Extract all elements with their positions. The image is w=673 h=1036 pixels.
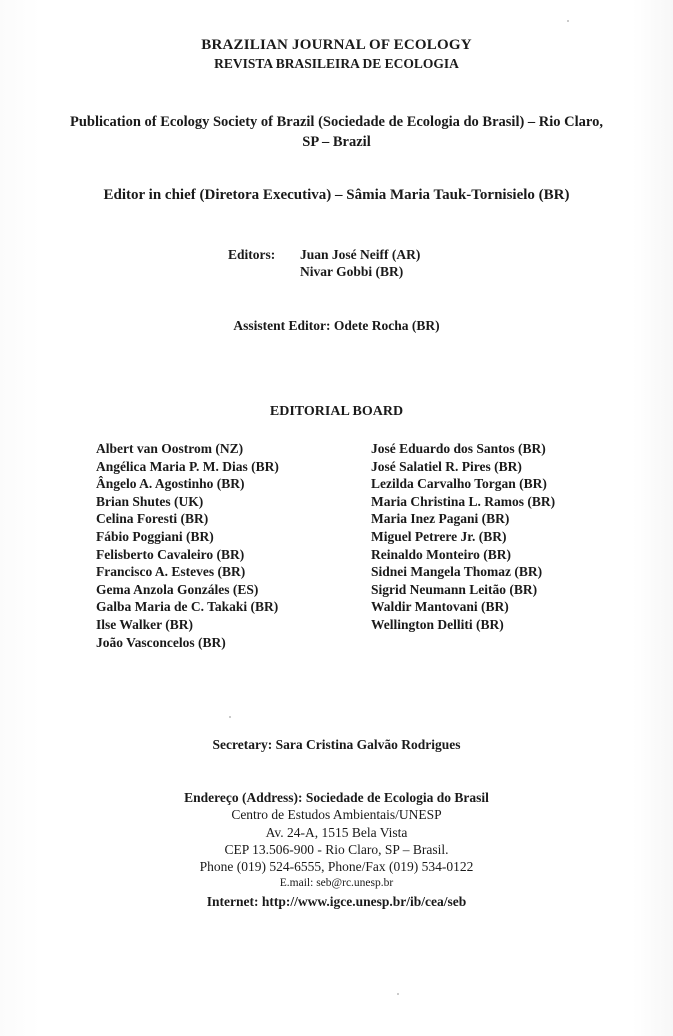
editor-name: Nivar Gobbi (BR) — [300, 264, 404, 279]
editor-in-chief: Editor in chief (Diretora Executiva) – Sâmia Maria Tauk-Tornisielo (BR) — [103, 187, 570, 203]
editors-label: Editors: — [228, 247, 276, 262]
board-member: Fábio Poggiani (BR) — [96, 528, 214, 544]
journal-subtitle: REVISTA BRASILEIRA DE ECOLOGIA — [214, 56, 459, 71]
scan-speck — [567, 20, 569, 22]
board-member: José Eduardo dos Santos (BR) — [371, 441, 546, 456]
editors-names — [300, 246, 560, 280]
board-member: Angélica Maria P. M. Dias (BR) — [96, 458, 279, 474]
address-city: CEP 13.506-900 - Rio Claro, SP – Brasil. — [224, 841, 449, 857]
address-phone: Phone (019) 524-6555, Phone/Fax (019) 534-0122 — [199, 859, 474, 875]
editorial-board-title: EDITORIAL BOARD — [269, 404, 404, 419]
journal-title: BRAZILIAN JOURNAL OF ECOLOGY — [201, 37, 472, 53]
board-member: Waldir Mantovani (BR) — [371, 599, 509, 615]
board-member: Sigrid Neumann Leitão (BR) — [371, 581, 538, 597]
board-member: Lezilda Carvalho Torgan (BR) — [371, 476, 547, 492]
board-member: Felisberto Cavaleiro (BR) — [96, 546, 245, 562]
board-member: Sidnei Mangela Thomaz (BR) — [371, 564, 543, 580]
editorial-board-right-column — [371, 440, 651, 634]
board-member: Brian Shutes (UK) — [96, 493, 204, 509]
board-member: Celina Foresti (BR) — [96, 511, 209, 527]
board-member: Francisco A. Esteves (BR) — [96, 564, 246, 580]
board-member: Albert van Oostrom (NZ) — [96, 441, 244, 456]
board-member: Miguel Petrere Jr. (BR) — [371, 528, 507, 544]
board-member: João Vasconcelos (BR) — [96, 634, 226, 650]
board-member: Gema Anzola Gonzáles (ES) — [96, 581, 259, 597]
board-member: Maria Inez Pagani (BR) — [371, 511, 510, 527]
address-heading: Endereço (Address): Sociedade de Ecologia do Brasil — [184, 790, 489, 805]
address-street: Av. 24-A, 1515 Bela Vista — [265, 824, 408, 840]
address-institution: Centro de Estudos Ambientais/UNESP — [231, 807, 442, 823]
board-member: Wellington Delliti (BR) — [371, 616, 504, 632]
scan-speck — [229, 716, 231, 718]
board-member: Galba Maria de C. Takaki (BR) — [96, 599, 279, 615]
board-member: Ilse Walker (BR) — [96, 616, 194, 632]
board-member: Reinaldo Monteiro (BR) — [371, 546, 511, 562]
editorial-board-left-column — [96, 440, 356, 651]
address-block — [0, 789, 673, 910]
secretary: Secretary: Sara Cristina Galvão Rodrigues — [212, 737, 461, 752]
board-member: Maria Christina L. Ramos (BR) — [371, 493, 556, 509]
publication-line-1: Publication of Ecology Society of Brazil (Sociedade de Ecologia do Brasil) – Rio Claro, — [70, 114, 603, 130]
address-website: Internet: http://www.igce.unesp.br/ib/cea/seb — [206, 893, 467, 909]
editor-name: Juan José Neiff (AR) — [300, 247, 421, 262]
assistant-editor: Assistent Editor: Odete Rocha (BR) — [233, 318, 440, 333]
publication-line-2: SP – Brazil — [302, 134, 371, 150]
publication-statement — [0, 112, 673, 152]
address-email: E.mail: seb@rc.unesp.br — [279, 877, 394, 890]
board-member: Ângelo A. Agostinho (BR) — [96, 476, 245, 492]
scan-speck — [397, 993, 399, 995]
board-member: José Salatiel R. Pires (BR) — [371, 458, 522, 474]
